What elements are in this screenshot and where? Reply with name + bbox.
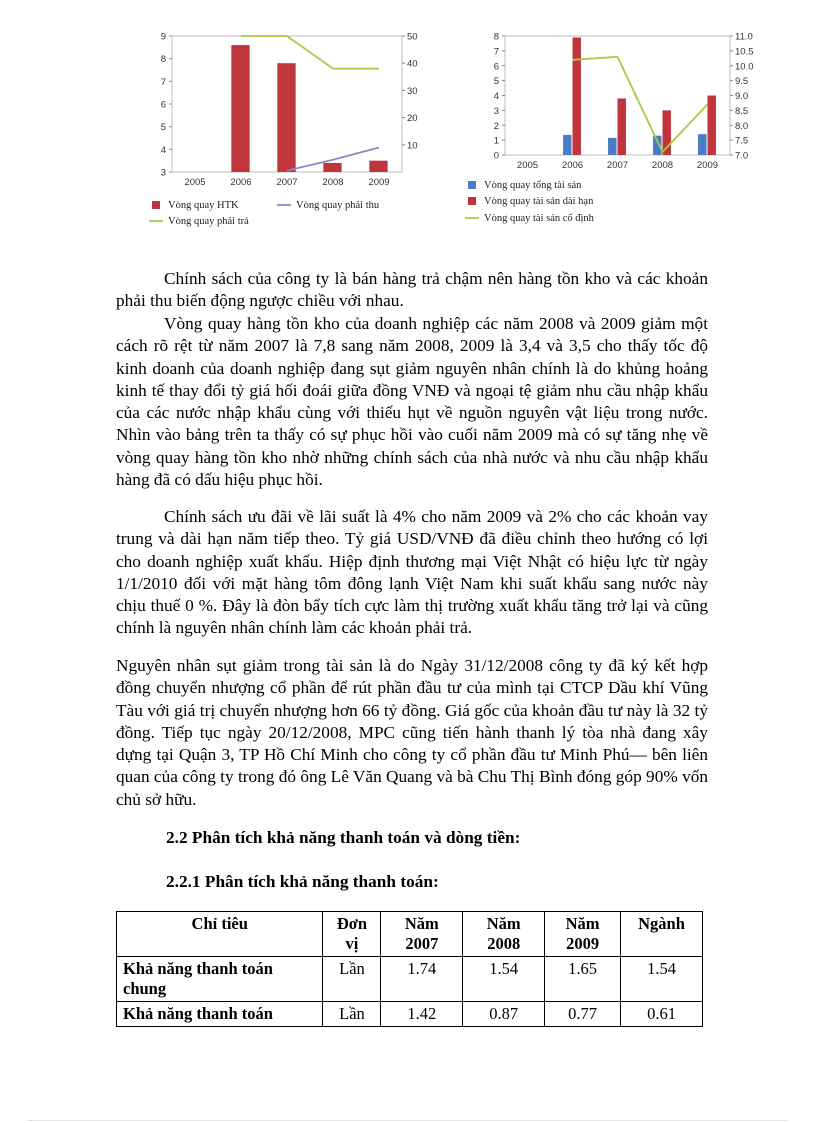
category-label: 2009: [696, 160, 719, 171]
left-axis-tick-label: 1: [493, 135, 499, 147]
right-axis-tick-label: 10.5: [735, 46, 754, 58]
paragraph-1: Chính sách của công ty là bán hàng trả chậm nên hàng tồn kho và các khoản phải thu biến động ngược chiều với nhau.: [116, 269, 708, 311]
table-row: [117, 1002, 703, 1027]
category-label: 2007: [276, 177, 298, 188]
table-row: [117, 957, 703, 1002]
bar-vòng-quay-htk: [369, 161, 387, 172]
chart1-svg: [130, 28, 450, 238]
bar-vòng-quay-tổng-tài-sản: [608, 138, 616, 155]
left-axis-tick-label: 3: [493, 105, 499, 117]
legend-label: Vòng quay phải trả: [168, 216, 249, 227]
left-axis-tick-label: 3: [160, 167, 166, 179]
left-axis-tick-label: 8: [493, 31, 499, 43]
category-label: 2006: [561, 160, 584, 171]
right-axis-tick-label: 7.0: [735, 150, 749, 162]
table-cell: 1.65: [545, 957, 621, 1002]
paragraph-3: Chính sách ưu đãi về lãi suất là 4% cho năm 2009 và 2% cho các khoản vay trung và dài hạn năm tiếp theo. Tỷ giá USD/VNĐ đã điều chỉnh theo hướng có lợi cho doanh nghiệp xuất khẩu. Hiệp định thương mại Việt Nhật có hiệu lực từ ngày 1/1/2010 đối với mặt hàng tôm đông lạnh Việt Nam khi suất khẩu sang nước này chịu thuế 0 %. Đây là đòn bẩy tích cực làm thị trường xuất khẩu tăng trở lại và cũng chính là nguyên nhân chính làm các khoản phải trả.: [116, 507, 708, 638]
right-axis-tick-label: 20: [407, 113, 418, 125]
paragraph-4: Nguyên nhân sụt giảm trong tài sản là do Ngày 31/12/2008 công ty đã ký kết hợp đồng chuyển nhượng cổ phần để rút phần đầu tư của mình tại CTCP Dầu khí Vũng Tàu với giá trị chuyển nhượng hơn 66 tỷ đồng. Giá gốc của khoản đầu tư này là 32 tỷ đồng. Tiếp tục ngày 20/12/2008, MPC cũng tiến hành thanh lý tòa nhà đang xây dựng tại Quận 3, TP Hồ Chí Minh cho công ty cổ phần đầu tư Minh Phú— bên liên quan của công ty trong đó ông Lê Văn Quang và bà Chu Thị Bình đóng góp 90% vốn chủ sở hữu.: [116, 656, 708, 809]
table-header: Đơn vị: [323, 912, 381, 957]
bar-vòng-quay-htk: [231, 45, 249, 172]
table-cell: Lần: [323, 1002, 381, 1027]
right-axis-tick-label: 8.5: [735, 105, 749, 117]
liquidity-table: [116, 911, 703, 1027]
right-axis-tick-label: 11.0: [735, 31, 753, 43]
left-axis-tick-label: 2: [493, 120, 499, 132]
table-cell: 0.61: [621, 1002, 703, 1027]
chart-asset-turnover: [462, 28, 782, 243]
right-axis-tick-label: 50: [407, 31, 418, 43]
left-axis-tick-label: 0: [493, 150, 499, 162]
left-axis-tick-label: 9: [160, 31, 166, 43]
right-axis-tick-label: 10: [407, 140, 418, 152]
bar-vòng-quay-tổng-tài-sản: [563, 135, 571, 155]
bar-vòng-quay-tài-sản-dài-hạn: [618, 98, 626, 155]
table-cell: 1.74: [381, 957, 463, 1002]
right-axis-tick-label: 9.0: [735, 91, 749, 102]
category-label: 2008: [651, 160, 674, 171]
left-axis-tick-label: 5: [493, 76, 499, 88]
category-label: 2005: [516, 160, 539, 171]
legend-label: Vòng quay tài sản dài hạn: [484, 196, 594, 207]
category-label: 2005: [184, 177, 206, 188]
legend-swatch: [468, 181, 476, 189]
paragraph-2: Vòng quay hàng tồn kho của doanh nghiệp các năm 2008 và 2009 giảm một cách rõ rệt từ năm 2007 là 7,8 sang năm 2008, 2009 là 3,4 và 3,5 cho thấy tốc độ kinh doanh của doanh nghiệp đang sụt giảm nguyên nhân chính là do khủng hoảng kinh tế thay đổi tỷ giá hối đoái giữa đồng VNĐ và ngoại tệ giảm nhu cầu nhập khẩu của các nước nhập khẩu cùng với thiếu hụt về nguồn nguyên vật liệu trong nước. Nhìn vào bảng trên ta thấy có sự phục hồi vào cuối năm 2009 mà có sự tăng nhẹ về vòng quay hàng tồn kho nhờ những chính sách của nhà nước và nhu cầu nhập khẩu hàng đã có dấu hiệu phục hồi.: [116, 314, 708, 490]
right-axis-tick-label: 8.0: [735, 120, 749, 132]
table-header: Năm 2007: [381, 912, 463, 957]
left-axis-tick-label: 6: [493, 61, 499, 73]
right-axis-tick-label: 40: [407, 58, 418, 70]
legend-label: Vòng quay phải thu: [296, 200, 380, 211]
category-label: 2007: [606, 160, 629, 171]
bar-vòng-quay-htk: [323, 163, 341, 172]
left-axis-tick-label: 4: [493, 91, 499, 102]
chart2-svg: [462, 28, 782, 238]
table-header: Năm 2008: [463, 912, 545, 957]
chart-inventory-turnover: [130, 28, 450, 243]
table-cell: Lần: [323, 957, 381, 1002]
table-cell: 1.54: [621, 957, 703, 1002]
table-cell: Khả năng thanh toán chung: [117, 957, 323, 1002]
bar-vòng-quay-tài-sản-dài-hạn: [708, 96, 716, 156]
right-axis-tick-label: 9.5: [735, 76, 749, 88]
left-axis-tick-label: 8: [160, 54, 166, 66]
table-cell: 1.54: [463, 957, 545, 1002]
legend-swatch: [468, 197, 476, 205]
left-axis-tick-label: 4: [160, 144, 166, 156]
right-axis-tick-label: 10.0: [735, 61, 754, 73]
category-label: 2009: [368, 177, 390, 188]
legend-label: Vòng quay tổng tài sản: [484, 180, 582, 191]
left-axis-tick-label: 7: [493, 46, 499, 58]
legend-swatch: [152, 201, 160, 209]
page-bottom-divider: [28, 1120, 788, 1121]
table-header: Năm 2009: [545, 912, 621, 957]
category-label: 2006: [230, 177, 252, 188]
bar-vòng-quay-tổng-tài-sản: [698, 134, 706, 155]
table-cell: 1.42: [381, 1002, 463, 1027]
left-axis-tick-label: 6: [160, 99, 166, 111]
table-header-row: [117, 912, 703, 957]
table-header: Chỉ tiêu: [117, 912, 323, 957]
category-label: 2008: [322, 177, 344, 188]
right-axis-tick-label: 7.5: [735, 135, 749, 147]
section-heading-2-2: 2.2 Phân tích khả năng thanh toán và dòng tiền:: [166, 828, 521, 847]
left-axis-tick-label: 7: [160, 76, 166, 88]
bar-vòng-quay-tài-sản-dài-hạn: [573, 37, 581, 155]
table-header: Ngành: [621, 912, 703, 957]
table-cell: 0.87: [463, 1002, 545, 1027]
table-cell: Khả năng thanh toán: [117, 1002, 323, 1027]
left-axis-tick-label: 5: [160, 122, 166, 134]
bar-vòng-quay-htk: [277, 63, 295, 172]
table-cell: 0.77: [545, 1002, 621, 1027]
legend-label: Vòng quay tài sản cố định: [484, 213, 594, 224]
legend-label: Vòng quay HTK: [168, 200, 239, 211]
right-axis-tick-label: 30: [407, 85, 418, 97]
section-heading-2-2-1: 2.2.1 Phân tích khả năng thanh toán:: [166, 872, 439, 891]
